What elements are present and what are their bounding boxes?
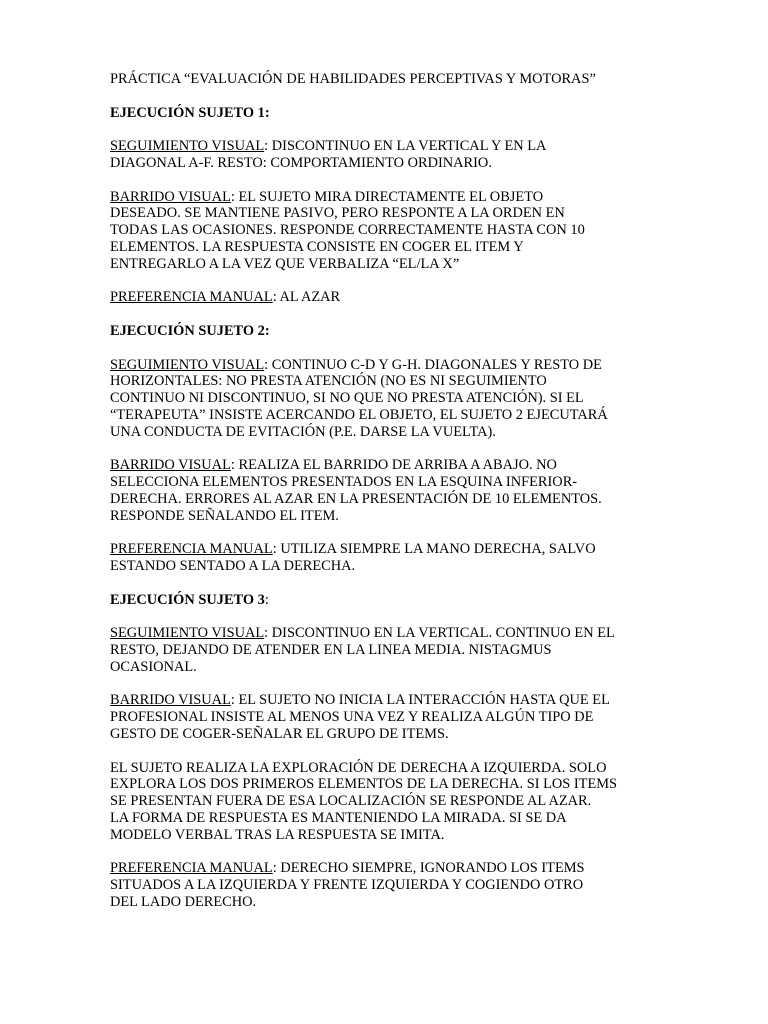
subject-1-seguimiento-paragraph — [110, 138, 670, 172]
seguimiento-visual-label: SEGUIMIENTO VISUAL — [110, 625, 265, 642]
subject-2-preferencia-paragraph — [110, 541, 670, 575]
seguimiento-visual-label: SEGUIMIENTO VISUAL — [110, 356, 265, 373]
seguimiento-visual-text: : DISCONTINUO EN LA VERTICAL. CONTINUO EN EL RESTO, DEJANDO DE ATENDER EN LA LINEA MEDIA. NISTAGMUS OCASIONAL. — [110, 625, 615, 675]
subject-3-heading-line — [110, 592, 670, 609]
preferencia-manual-label: PREFERENCIA MANUAL — [110, 541, 273, 558]
subject-2-seguimiento-paragraph — [110, 357, 670, 441]
subject-3-exploracion-paragraph: EL SUJETO REALIZA LA EXPLORACIÓN DE DERECHA A IZQUIERDA. SOLO EXPLORA LOS DOS PRIMEROS ELEMENTOS DE LA DERECHA. SI LOS ITEMS SE PRESENTAN FUERA DE ESA LOCALIZACIÓN SE RESPONDE AL AZAR. LA FORMA DE RESPUESTA ES MANTENIENDO LA MIRADA. SI SE DA MODELO VERBAL TRAS LA RESPUESTA SE IMITA. — [110, 759, 618, 843]
preferencia-manual-label: PREFERENCIA MANUAL — [110, 860, 273, 877]
document-title: PRÁCTICA “EVALUACIÓN DE HABILIDADES PERCEPTIVAS Y MOTORAS” — [110, 71, 596, 87]
preferencia-manual-text: : AL AZAR — [272, 289, 341, 306]
subject-3-heading-suffix: : — [264, 591, 269, 608]
subject-2-heading: EJECUCIÓN SUJETO 2: — [110, 322, 270, 339]
seguimiento-visual-label: SEGUIMIENTO VISUAL — [110, 138, 265, 155]
barrido-visual-label: BARRIDO VISUAL — [110, 692, 231, 709]
document-body — [110, 71, 670, 928]
barrido-visual-text: : REALIZA EL BARRIDO DE ARRIBA A ABAJO. NO SELECCIONA ELEMENTOS PRESENTADOS EN LA ESQUINA INFERIOR- DERECHA. ERRORES AL AZAR EN LA PRESENTACIÓN DE 10 ELEMENTOS. RESPONDE SEÑALANDO EL ITEM. — [110, 457, 602, 524]
barrido-visual-label: BARRIDO VISUAL — [110, 188, 231, 205]
preferencia-manual-text: : DERECHO SIEMPRE, IGNORANDO LOS ITEMS SITUADOS A LA IZQUIERDA Y FRENTE IZQUIERDA Y COGIENDO OTRO DEL LADO DERECHO. — [110, 860, 585, 911]
preferencia-manual-label: PREFERENCIA MANUAL — [110, 289, 273, 306]
barrido-visual-text: : EL SUJETO NO INICIA LA INTERACCIÓN HASTA QUE EL PROFESIONAL INSISTE AL MENOS UNA VEZ Y REALIZA ALGÚN TIPO DE GESTO DE COGER-SEÑALAR EL GRUPO DE ITEMS. — [110, 692, 610, 743]
seguimiento-visual-text: : DISCONTINUO EN LA VERTICAL Y EN LA DIAGONAL A-F. RESTO: COMPORTAMIENTO ORDINARIO. — [110, 138, 547, 171]
subject-3-barrido-paragraph — [110, 692, 670, 742]
subject-1-preferencia-paragraph — [110, 289, 670, 306]
subject-2-barrido-paragraph — [110, 457, 670, 524]
subject-1-barrido-paragraph — [110, 189, 670, 273]
subject-3-seguimiento-paragraph — [110, 625, 670, 675]
barrido-visual-text: : EL SUJETO MIRA DIRECTAMENTE EL OBJETO DESEADO. SE MANTIENE PASIVO, PERO RESPONTE A LA ORDEN EN TODAS LAS OCASIONES. RESPONDE CORRECTAMENTE HASTA CON 10 ELEMENTOS. LA RESPUESTA CONSISTE EN COGER EL ITEM Y ENTREGARLO A LA VEZ QUE VERBALIZA “EL/LA X” — [110, 188, 585, 272]
barrido-visual-label: BARRIDO VISUAL — [110, 457, 231, 474]
preferencia-manual-text: : UTILIZA SIEMPRE LA MANO DERECHA, SALVO ESTANDO SENTADO A LA DERECHA. — [110, 541, 596, 575]
subject-3-preferencia-paragraph — [110, 860, 670, 910]
subject-3-heading: EJECUCIÓN SUJETO 3 — [110, 591, 265, 608]
seguimiento-visual-text: : CONTINUO C-D Y G-H. DIAGONALES Y RESTO DE HORIZONTALES: NO PRESTA ATENCIÓN (NO ES NI SEGUIMIENTO CONTINUO NI DISCONTINUO, SI NO QUE NO PRESTA ATENCIÓN). SI EL “TERAPEUTA” INSISTE ACERCANDO EL OBJETO, EL SUJETO 2 EJECUTARÁ UNA CONDUCTA DE EVITACIÓN (P.E. DARSE LA VUELTA). — [110, 356, 608, 440]
subject-1-heading: EJECUCIÓN SUJETO 1: — [110, 104, 270, 121]
